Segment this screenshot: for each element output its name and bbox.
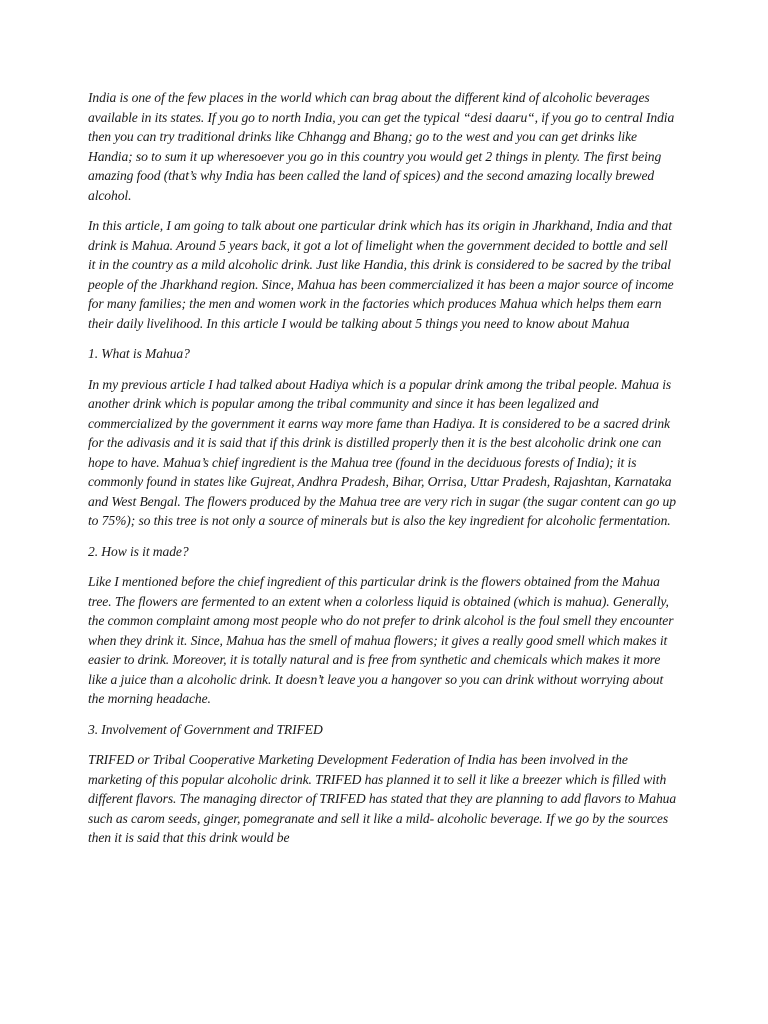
document-page [88, 88, 678, 859]
section-heading-what-is-mahua: 1. What is Mahua? [88, 346, 190, 361]
article-overview-paragraph: In this article, I am going to talk about one particular drink which has its origin in Jharkhand, India and that drink is Mahua. Around 5 years back, it got a lot of limelight when the government decided to bottle and sell it in the country as a mild alcoholic drink. Just like Handia, this drink is considered to be sacred by the tribal people of the Jharkhand region. Since, Mahua has been commercialized it has been a major source of income for many families; the men and women work in the factories which produces Mahua which helps them earn their daily livelihood. In this article I would be talking about 5 things you need to know about Mahua [88, 218, 674, 331]
how-is-it-made-paragraph: Like I mentioned before the chief ingredient of this particular drink is the flowers obtained from the Mahua tree. The flowers are fermented to an extent when a colorless liquid is obtained (which is mahua). Generally, the common complaint among most people who do not prefer to drink alcohol is the foul smell they encounter when they drink it. Since, Mahua has the smell of mahua flowers; it gives a really good smell which makes it easier to drink. Moreover, it is totally natural and is free from synthetic and chemicals which makes it more like a juice than a alcoholic drink. It doesn’t leave you a hangover so you can drink without worrying about the morning headache. [88, 574, 674, 706]
what-is-mahua-paragraph: In my previous article I had talked about Hadiya which is a popular drink among the tribal people. Mahua is another drink which is popular among the tribal community and since it has been legalized and commercialized by the government it earns way more fame than Hadiya. It is considered to be a sacred drink for the adivasis and it is said that if this drink is distilled properly then it is the best alcoholic drink one can hope to have. Mahua’s chief ingredient is the Mahua tree (found in the deciduous forests of India); it is commonly found in states like Gujreat, Andhra Pradesh, Bihar, Orrisa, Uttar Pradesh, Rajashtan, Karnataka and West Bengal. The flowers produced by the Mahua tree are very rich in sugar (the sugar content can go up to 75%); so this tree is not only a source of minerals but is also the key ingredient for alcoholic fermentation. [88, 376, 676, 528]
section-heading-how-is-it-made: 2. How is it made? [88, 543, 189, 559]
intro-paragraph: India is one of the few places in the world which can brag about the different kind of alcoholic beverages available in its states. If you go to north India, you can get the typical “desi daaru“, if you go to central India then you can try traditional drinks like Chhangg and Bhang; go to the west and you can get drinks like Handia; so to sum it up wheresoever you go in this country you would get 2 things in plenty. The first being amazing food (that’s why India has been called the land of spices) and the second amazing locally brewed alcohol. [88, 90, 675, 203]
government-trifed-paragraph: TRIFED or Tribal Cooperative Marketing Development Federation of India has been involved in the marketing of this popular alcoholic drink. TRIFED has planned it to sell it like a breezer which is filled with different flavors. The managing director of TRIFED has stated that they are planning to add flavors to Mahua such as carom seeds, ginger, pomegranate and sell it like a mild- alcoholic beverage. If we go by the sources then it is said that this drink would be [88, 752, 677, 845]
section-heading-government-trifed: 3. Involvement of Government and TRIFED [88, 721, 323, 737]
